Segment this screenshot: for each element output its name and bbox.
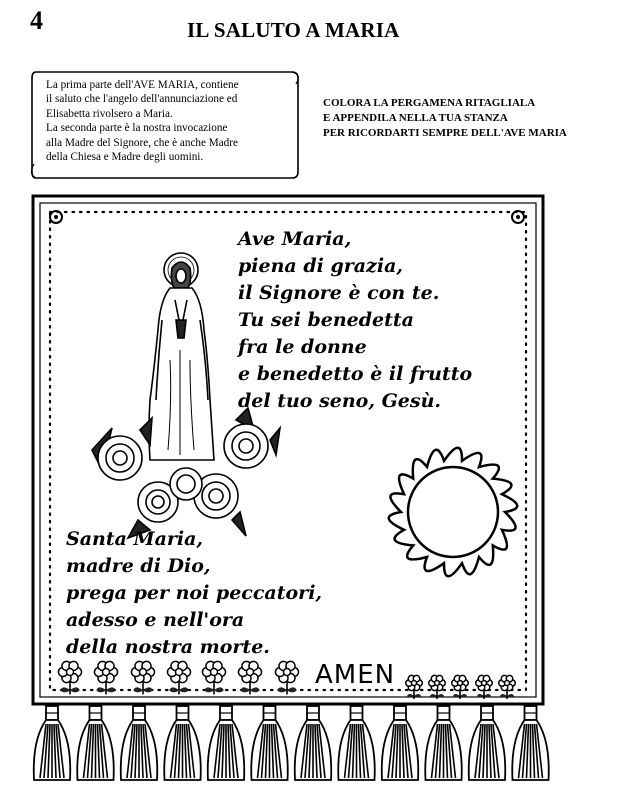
prayer-line: il Signore è con te. [238, 282, 440, 304]
flower-icon [275, 661, 298, 694]
prayer-line: piena di grazia, [238, 255, 403, 277]
flower-row-small [406, 675, 516, 699]
tassel-icon [121, 706, 158, 780]
corner-ornament-icon [50, 211, 524, 223]
flower-row [58, 661, 298, 694]
instruction-line: PER RICORDARTI SEMPRE DELL'AVE MARIA [323, 127, 567, 139]
prayer-line: adesso e nell'ora [66, 609, 245, 631]
flower-icon [131, 661, 154, 694]
prayer-line: prega per noi peccatori, [66, 582, 323, 604]
tassel-icon [425, 706, 462, 780]
intro-line: della Chiesa e Madre degli uomini. [46, 151, 204, 164]
tassel-icon [295, 706, 332, 780]
madonna-figure-icon [149, 253, 214, 460]
instruction-line: COLORA LA PERGAMENA RITAGLIALA [323, 97, 536, 109]
flower-icon [476, 675, 493, 699]
prayer-line: Santa Maria, [66, 528, 204, 550]
intro-line: La seconda parte è la nostra invocazione [46, 122, 228, 135]
tassel-row [34, 706, 549, 780]
prayer-first [238, 226, 472, 415]
tassel-icon [164, 706, 201, 780]
tassel-icon [251, 706, 288, 780]
flower-icon [406, 675, 423, 699]
page-title: IL SALUTO A MARIA [187, 18, 400, 42]
flower-icon [238, 661, 261, 694]
intro-line: La prima parte dell'AVE MARIA, contiene [46, 79, 239, 91]
sun-icon [389, 448, 517, 577]
tassel-icon [382, 706, 419, 780]
flower-icon [94, 661, 117, 694]
intro-line: il saluto che l'angelo dell'annunciazione ed [46, 93, 238, 106]
flower-icon [429, 675, 446, 699]
prayer-line: Ave Maria, [238, 228, 352, 250]
prayer-line: e benedetto è il frutto [238, 363, 473, 385]
prayer-line: Tu sei benedetta [238, 309, 414, 331]
instruction-line: E APPENDILA NELLA TUA STANZA [323, 112, 508, 124]
intro-line: alla Madre del Signore, che è anche Madre [46, 136, 238, 149]
flower-icon [452, 675, 469, 699]
prayer-line: della nostra morte. [66, 636, 270, 658]
tassel-icon [34, 706, 71, 780]
flower-icon [58, 661, 81, 694]
amen-text: AMEN [315, 660, 396, 690]
prayer-line: madre di Dio, [66, 555, 211, 577]
prayer-second [66, 526, 322, 661]
intro-line: Elisabetta rivolsero a Maria. [46, 107, 173, 120]
prayer-line: fra le donne [238, 336, 367, 358]
page-number: 4 [30, 6, 43, 35]
flower-icon [167, 661, 190, 694]
flower-icon [499, 675, 516, 699]
tassel-icon [512, 706, 549, 780]
tassel-icon [208, 706, 245, 780]
tassel-icon [338, 706, 375, 780]
tassel-icon [77, 706, 114, 780]
prayer-line: del tuo seno, Gesù. [238, 390, 442, 412]
tassel-icon [469, 706, 506, 780]
flower-icon [202, 661, 225, 694]
